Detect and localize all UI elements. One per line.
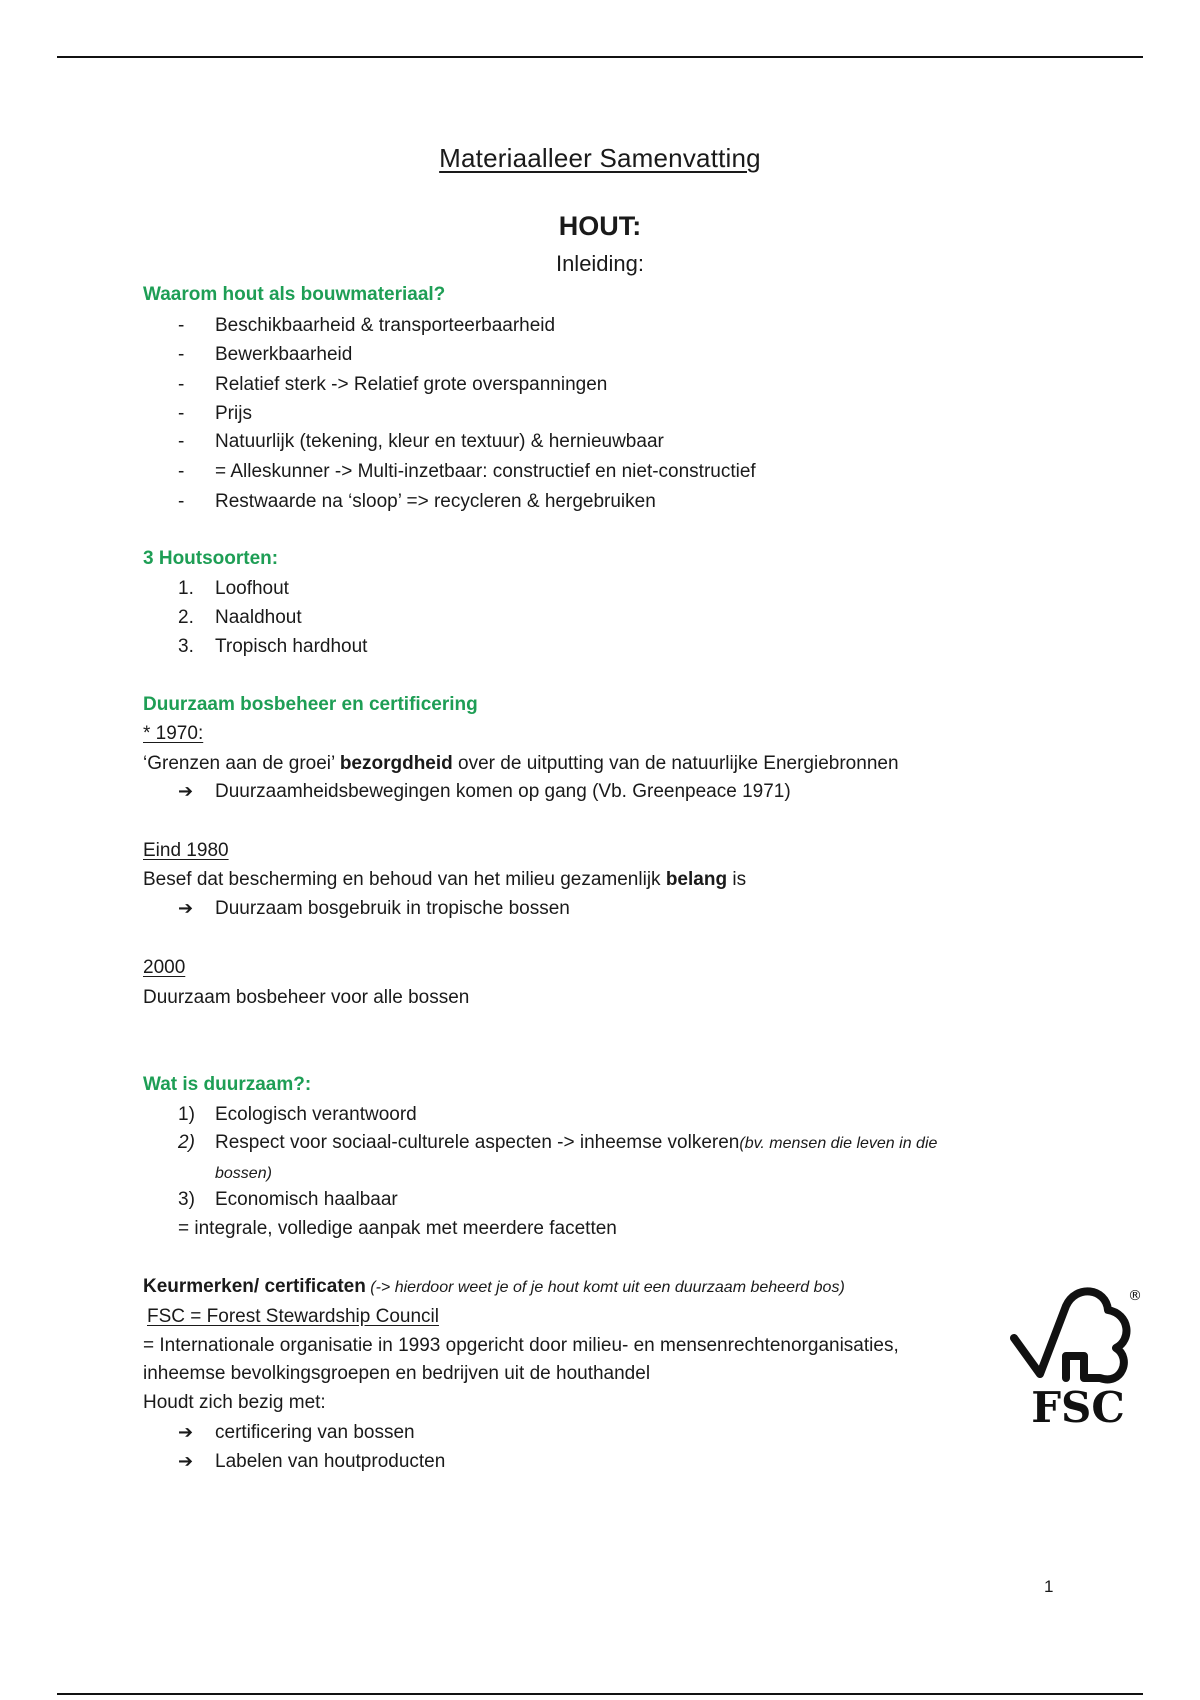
busy-with: Houdt zich bezig met: bbox=[143, 1392, 326, 1413]
fsc-definition: FSC = Forest Stewardship Council bbox=[147, 1306, 439, 1327]
page-number: 1 bbox=[1044, 1577, 1054, 1596]
arrow-item: ➔ Duurzaamheidsbewegingen komen op gang (Vb. Greenpeace 1971) bbox=[178, 781, 791, 802]
paragraph-2000: Duurzaam bosbeheer voor alle bossen bbox=[143, 987, 470, 1008]
list-item: 2) Respect voor sociaal-culturele aspecten -> inheemse volkeren(bv. mensen die leven in die bbox=[178, 1132, 938, 1153]
arrow-right-icon: ➔ bbox=[178, 781, 194, 801]
summary-line: = integrale, volledige aanpak met meerdere facetten bbox=[178, 1218, 617, 1239]
cert-heading: Keurmerken/ certificaten (-> hierdoor weet je of je hout komt uit een duurzaam beheerd bos) bbox=[143, 1276, 845, 1297]
why-heading: Waarom hout als bouwmateriaal? bbox=[143, 284, 446, 305]
list-item-continuation: bossen) bbox=[215, 1165, 272, 1182]
bottom-rule bbox=[57, 1693, 1143, 1695]
subsection-heading: Inleiding: bbox=[555, 251, 645, 276]
list-item: - Bewerkbaarheid bbox=[178, 344, 353, 365]
list-item: 1) Ecologisch verantwoord bbox=[178, 1104, 417, 1125]
list-item: 3) Economisch haalbaar bbox=[178, 1189, 398, 1210]
arrow-item: ➔ Labelen van houtproducten bbox=[178, 1451, 446, 1472]
list-item: - = Alleskunner -> Multi-inzetbaar: constructief en niet-constructief bbox=[178, 461, 756, 482]
list-item: - Prijs bbox=[178, 403, 252, 424]
year-1980: Eind 1980 bbox=[143, 840, 229, 861]
fsc-description-1: = Internationale organisatie in 1993 opgericht door milieu- en mensenrechtenorganisaties, bbox=[143, 1335, 899, 1356]
what-heading: Wat is duurzaam?: bbox=[143, 1074, 312, 1095]
registered-mark: ® bbox=[1128, 1288, 1142, 1304]
paragraph-1970: ‘Grenzen aan de groei’ bezorgdheid over de uitputting van de natuurlijke Energiebronnen bbox=[143, 753, 899, 774]
year-1970: * 1970: bbox=[143, 723, 204, 744]
list-item: - Natuurlijk (tekening, kleur en textuur) & hernieuwbaar bbox=[178, 431, 664, 452]
arrow-item: ➔ certificering van bossen bbox=[178, 1422, 415, 1443]
arrow-item: ➔ Duurzaam bosgebruik in tropische bossen bbox=[178, 898, 570, 919]
arrow-right-icon: ➔ bbox=[178, 1422, 194, 1442]
list-item: 1. Loofhout bbox=[178, 578, 289, 599]
fsc-description-2: inheemse bevolkingsgroepen en bedrijven uit de houthandel bbox=[143, 1363, 651, 1384]
list-item: - Relatief sterk -> Relatief grote overspanningen bbox=[178, 374, 608, 395]
paragraph-1980: Besef dat bescherming en behoud van het milieu gezamenlijk belang is bbox=[143, 869, 747, 890]
fsc-logo-text: FSC bbox=[1031, 1383, 1125, 1426]
list-item: 3. Tropisch hardhout bbox=[178, 636, 368, 657]
list-item: - Beschikbaarheid & transporteerbaarheid bbox=[178, 315, 556, 336]
fsc-logo bbox=[1010, 1278, 1146, 1426]
arrow-right-icon: ➔ bbox=[178, 1451, 194, 1471]
section-heading: HOUT: bbox=[558, 211, 642, 241]
list-item: - Restwaarde na ‘sloop’ => recycleren & hergebruiken bbox=[178, 491, 656, 512]
year-2000: 2000 bbox=[143, 957, 186, 978]
document-title: Materiaalleer Samenvatting bbox=[439, 143, 761, 173]
top-rule bbox=[57, 56, 1143, 58]
sustain-heading: Duurzaam bosbeheer en certificering bbox=[143, 694, 478, 715]
list-item: 2. Naaldhout bbox=[178, 607, 302, 628]
types-heading: 3 Houtsoorten: bbox=[143, 548, 279, 569]
arrow-right-icon: ➔ bbox=[178, 898, 194, 918]
